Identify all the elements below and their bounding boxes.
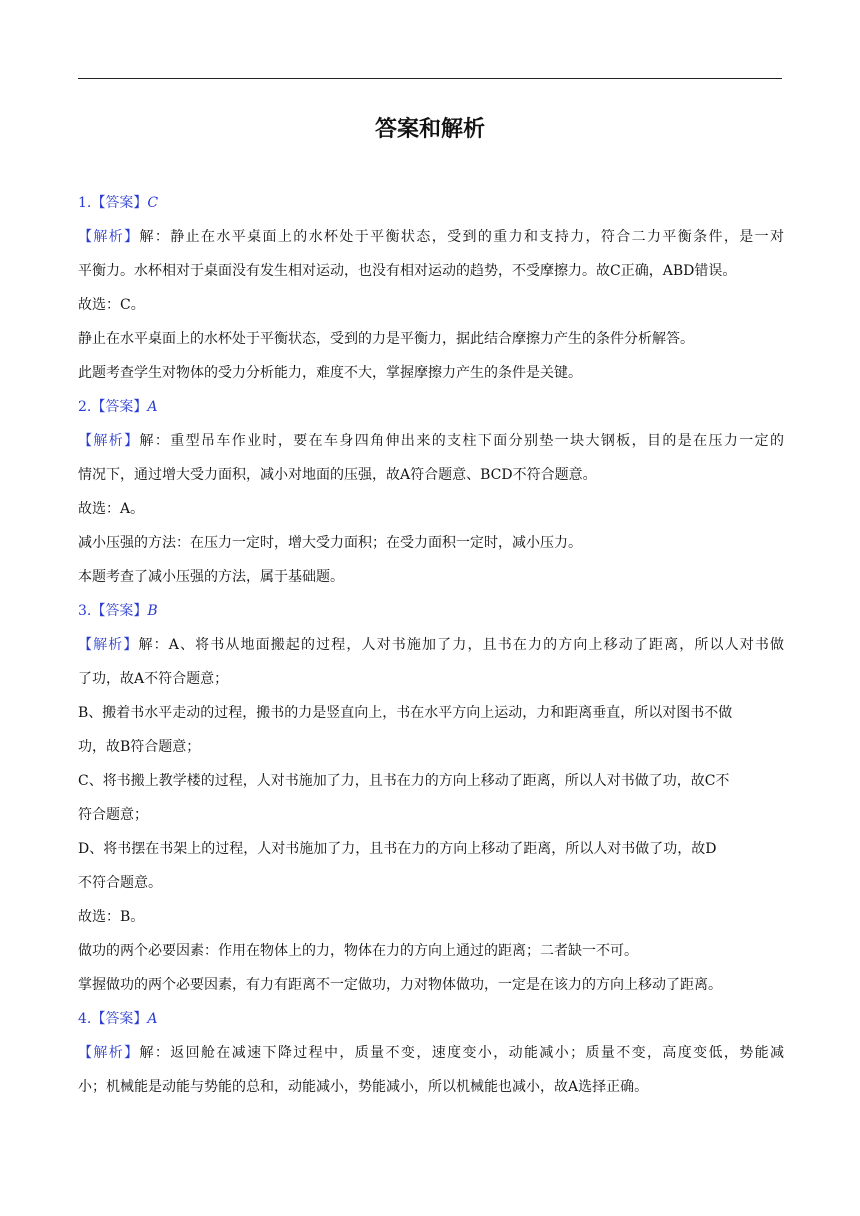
question-number: 1.: [78, 195, 92, 211]
answer-line-4: [78, 1002, 784, 1036]
analysis-line: 小；机械能是动能与势能的总和，动能减小，势能减小，所以机械能也减小，故A选择正确。: [78, 1079, 649, 1095]
analysis-line: 符合题意；: [78, 807, 148, 823]
answer-value: A: [147, 399, 158, 415]
question-number: 3.: [78, 603, 92, 619]
analysis-text: 解：返回舱在减速下降过程中，质量不变，速度变小，动能减小；质量不变，高度变低，势能减: [139, 1045, 785, 1061]
question-number: 4.: [78, 1011, 92, 1027]
analysis-tag: 【解析】: [78, 1045, 140, 1061]
analysis-line: 本题考查了减小压强的方法，属于基础题。: [78, 569, 344, 585]
answer-line-2: [78, 390, 784, 424]
header-rule: [78, 78, 782, 79]
analysis-line: 掌握做功的两个必要因素，有力有距离不一定做功，力对物体做功，一定是在该力的方向上移动了距离。: [78, 977, 722, 993]
answer-tag: 【答案】: [91, 399, 148, 415]
answer-line-3: [78, 594, 784, 628]
analysis-line: [78, 628, 784, 662]
analysis-line: 静止在水平桌面上的水杯处于平衡状态，受到的力是平衡力，据此结合摩擦力产生的条件分析解答。: [78, 331, 694, 347]
analysis-text: 解：A、将书从地面搬起的过程，人对书施加了力，且书在力的方向上移动了距离，所以人对书做: [138, 637, 785, 653]
analysis-line: 了功，故A不符合题意；: [78, 671, 229, 687]
analysis-line: C、将书搬上教学楼的过程，人对书施加了力，且书在力的方向上移动了距离，所以人对书做了功，故C不: [78, 773, 730, 789]
page-title: 答案和解析: [374, 117, 485, 142]
answer-value: C: [147, 195, 159, 211]
analysis-line: 做功的两个必要因素：作用在物体上的力，物体在力的方向上通过的距离；二者缺一不可。: [78, 943, 638, 959]
analysis-line: 此题考查学生对物体的受力分析能力，难度不大，掌握摩擦力产生的条件是关键。: [78, 365, 582, 381]
analysis-tag: 【解析】: [78, 433, 140, 449]
analysis-line: 故选：C。: [78, 297, 145, 313]
answer-tag: 【答案】: [91, 603, 148, 619]
answer-list: [78, 186, 784, 1104]
analysis-text: 解：重型吊车作业时，要在车身四角伸出来的支柱下面分别垫一块大钢板，目的是在压力一定的: [139, 433, 785, 449]
analysis-tag: 【解析】: [78, 637, 139, 653]
analysis-tag: 【解析】: [78, 229, 140, 245]
analysis-line: [78, 424, 784, 458]
analysis-line: 故选：A。: [78, 501, 145, 517]
analysis-line: 情况下，通过增大受力面积，减小对地面的压强，故A符合题意、BCD不符合题意。: [78, 467, 597, 483]
answer-tag: 【答案】: [91, 195, 148, 211]
analysis-line: 减小压强的方法：在压力一定时，增大受力面积；在受力面积一定时，减小压力。: [78, 535, 582, 551]
analysis-line: 平衡力。水杯相对于桌面没有发生相对运动，也没有相对运动的趋势，不受摩擦力。故C正确，ABD错误。: [78, 263, 737, 279]
answer-value: A: [147, 1011, 158, 1027]
answer-value: B: [147, 603, 158, 619]
answer-tag: 【答案】: [91, 1011, 148, 1027]
analysis-line: D、将书摆在书架上的过程，人对书施加了力，且书在力的方向上移动了距离，所以人对书做了功，故D: [78, 841, 717, 857]
analysis-line: [78, 220, 784, 254]
analysis-line: 不符合题意。: [78, 875, 162, 891]
analysis-line: 故选：B。: [78, 909, 145, 925]
analysis-line: [78, 1036, 784, 1070]
question-number: 2.: [78, 399, 92, 415]
analysis-text: 解：静止在水平桌面上的水杯处于平衡状态，受到的重力和支持力，符合二力平衡条件，是一对: [139, 229, 785, 245]
answer-line-1: [78, 186, 784, 220]
analysis-line: B、搬着书水平走动的过程，搬书的力是竖直向上，书在水平方向上运动，力和距离垂直，所以对图书不做: [78, 705, 733, 721]
analysis-line: 功，故B符合题意；: [78, 739, 201, 755]
